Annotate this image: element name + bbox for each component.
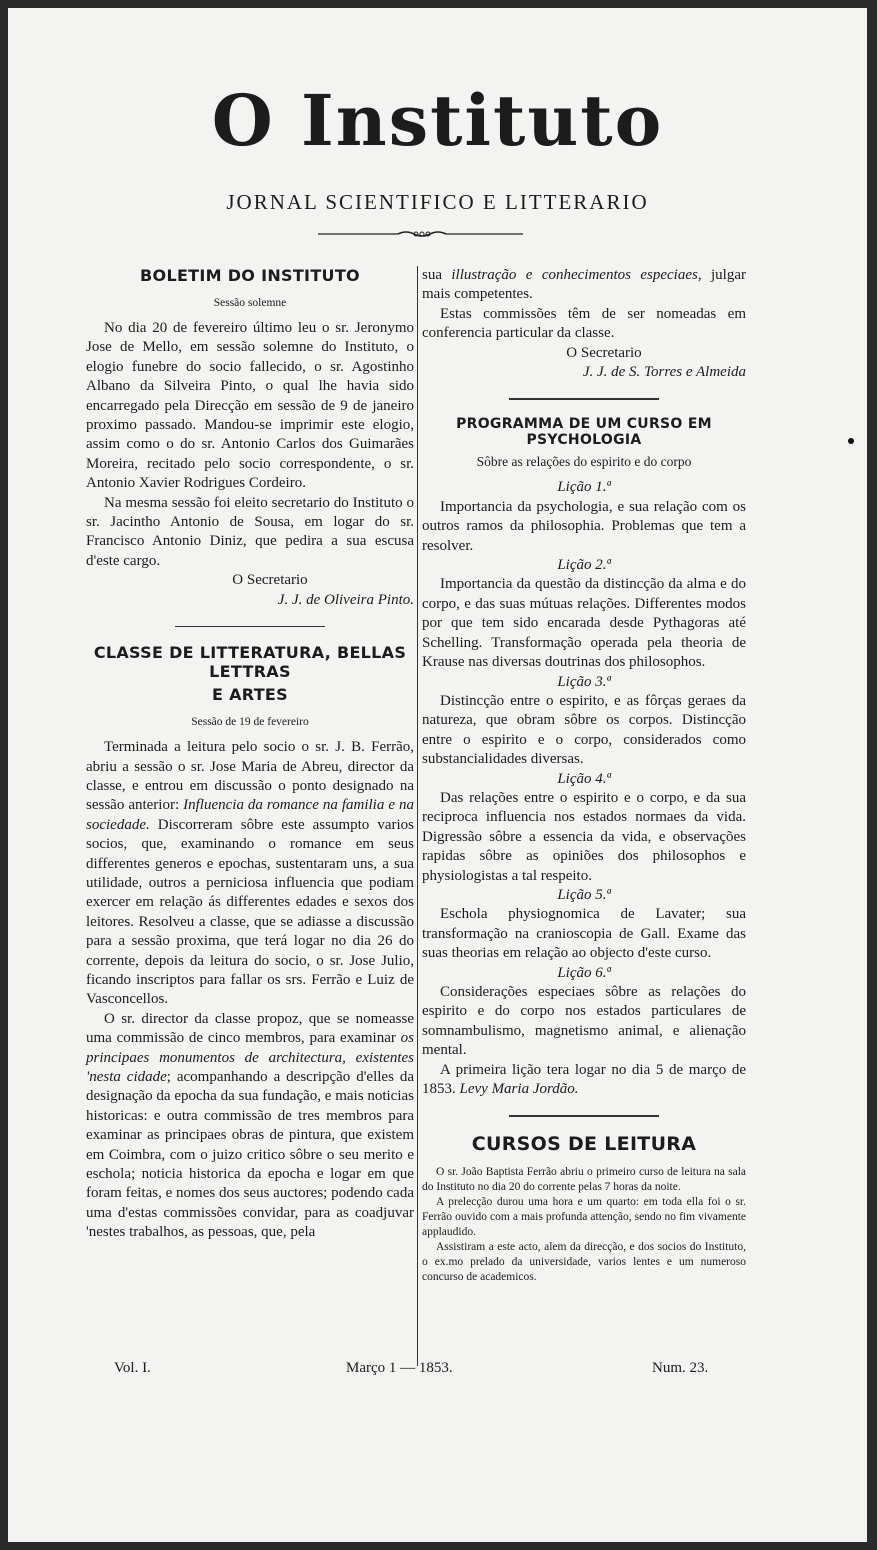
lesson-label: Lição 6.ª — [557, 964, 611, 981]
right-column — [422, 266, 746, 1285]
classe-session: Sessão de 19 de fevereiro — [191, 716, 309, 729]
programma-heading: PROGRAMMA DE UM CURSO EM PSYCHOLOGIA — [456, 416, 712, 449]
cursos-paragraph: Assistiram a este acto, alem da direcção, e dos socios do Instituto, o ex.mo prelado da universidade, varios lentes e um numeroso concurso de academicos. — [422, 1241, 746, 1284]
classe-heading-line1: CLASSE DE LITTERATURA, BELLAS LETTRAS — [93, 643, 407, 682]
classe-paragraph-1: Terminada a leitura pelo socio o sr. J. B. Ferrão, abriu a sessão o sr. Jose Maria de Abreu, director da classe, e entrou em discussão o ponto designado na sessão anterior: Influencia da romance na familia e na sociedade. Discorreram sôbre este assumpto varios socios, que, examinando o romance em seus differentes generos e epochas, sustentaram uns, a sua utilidade, outros a perniciosa influencia que podiam exercer em relação ás differentes edades e sexos dos leitores. Resolveu a classe, que se adiasse a discussão para a sessão proxima, que terá logar no dia 26 do corrente, depois da leitura do socio, o sr. Jose Julio, ficando inscriptos para fallar os srs. Ferrão e Luiz de Vasconcellos. — [86, 739, 414, 1008]
lesson-label: Lição 2.ª — [557, 557, 611, 574]
cursos-paragraph: O sr. João Baptista Ferrão abriu o primeiro curso de leitura na sala do Instituto no dia 20 do corrente pelas 7 horas da noite. — [422, 1166, 746, 1194]
left-column — [86, 266, 414, 1243]
classe-heading-line2: E ARTES — [212, 685, 288, 705]
lesson-text: Eschola physiognomica de Lavater; sua transformação na cranioscopia de Gall. Exame das suas theorias em relação ao objecto d'este curso. — [422, 906, 746, 962]
boletim-paragraph: No dia 20 de fevereiro último leu o sr. Jeronymo Jose de Mello, em sessão solemne do Instituto, o elogio funebre do socio fallecido, o sr. Agostinho Albano da Silveira Pinto, o qual lhe havia sido encarregado pela Direcção em sessão de 9 de janeiro proximo passado. Mandou-se imprimir este elogio, assim como o do sr. Antonio Carlos dos Guimarães Moreira, recitado pelo socio correspondente, o sr. Antonio Xavier Rodrigues Cordeiro. — [86, 320, 414, 492]
boletim-paragraph: Na mesma sessão foi eleito secretario do Instituto o sr. Jacintho Antonio de Sousa, em logar do sr. Francisco Antonio Diniz, que pedira a sua escusa d'este cargo. — [86, 494, 414, 569]
classe-commission-topic: os principaes monumentos de architectura, existentes 'nesta cidade — [86, 1030, 414, 1085]
lesson-label: Lição 5.ª — [557, 886, 611, 903]
boletim-heading: BOLETIM DO INSTITUTO — [140, 266, 360, 285]
newspaper-page — [8, 8, 867, 1542]
section-divider — [509, 398, 659, 400]
footer-date: Março 1 — 1853. — [346, 1360, 453, 1376]
cursos-body — [422, 1165, 746, 1285]
lesson-label: Lição 4.ª — [557, 770, 611, 787]
classe-paragraph-2: O sr. director da classe propoz, que se nomeasse uma commissão de cinco membros, para examinar os principaes monumentos de architectura, existentes 'nesta cidade; acompanhando a descripção d'elles da designação da epocha da sua fundação, e mais noticias historicas: e outra commissão de tres membros para examinar as principaes obras de pintura, que existem em Coimbra, com o juizo critico sôbre o seu merito e eschola; noticia historica da epocha e logar em que foram feitas, e nomes dos seus auctores; podendo cada uma d'estas commissões convidar, para as coadjuvar 'nestes trabalhos, as pessoas, que, pela — [86, 1010, 414, 1241]
boletim-sign-name: J. J. de Oliveira Pinto. — [277, 591, 414, 608]
classe-continuation: sua illustração e conhecimentos especiaes, julgar mais competentes. — [422, 267, 746, 303]
lesson-text: Importancia da questão da distincção da alma e do corpo, e das suas mútuas relações. Differentes modos por que tem sido encarada desde Pythagoras até Schelling. Transformação operada pela theoria de Krause nas diversas doutrinas dos philosophos. — [422, 576, 746, 671]
margin-mark — [848, 438, 854, 444]
lesson-text: Considerações especiaes sôbre as relações do espirito e do corpo nos estados particulares de somnambulismo, magnetismo animal, e alienação mental. — [422, 984, 746, 1059]
lesson-text: Distincção entre o espirito, e as fôrças geraes da natureza, que obram sôbre os corpos. Distincção entre o espirito e o corpo, considerados como substancialidades diversas. — [422, 692, 746, 768]
lesson-label: Lição 1.ª — [557, 479, 611, 496]
lesson-text: Das relações entre o espirito e o corpo, e da sua reciproca influencia nos estados normaes da vida. Digressão sôbre a essencia da vida, e observações rapidas sôbre as opiniões dos philosophos e physiologistas a tal respeito. — [422, 789, 746, 884]
cursos-heading: CURSOS DE LEITURA — [471, 1133, 697, 1156]
ornament-divider — [318, 228, 523, 240]
boletim-sign-title: O Secretario — [232, 572, 308, 589]
section-divider — [509, 1115, 659, 1117]
lesson-text: Importancia da psychologia, e sua relação com os outros ramos da philosophia. Problemas que tem a resolver. — [422, 498, 746, 554]
column-rule — [417, 266, 418, 1366]
programma-subtitle: Sôbre as relações do espirito e do corpo — [476, 454, 692, 470]
classe-paragraph-3: Estas commissões têm de ser nomeadas em conferencia particular da classe. — [422, 305, 746, 342]
classe-sign-title: O Secretario — [566, 344, 642, 361]
cursos-paragraph: A prelecção durou uma hora e um quarto: em toda ella foi o sr. Ferrão ouvido com a mais profunda attenção, sendo no fim vivamente applaudido. — [422, 1196, 746, 1239]
footer-volume: Vol. I. — [114, 1360, 151, 1376]
masthead-title: O Instituto — [211, 79, 664, 162]
footer-number: Num. 23. — [652, 1360, 709, 1376]
classe-sign-name: J. J. de S. Torres e Almeida — [582, 364, 746, 381]
programma-closing: A primeira lição tera logar no dia 5 de março de 1853. Levy Maria Jordão. — [422, 1061, 746, 1098]
lesson-label: Lição 3.ª — [557, 673, 611, 690]
programma-author: Levy Maria Jordão. — [459, 1081, 579, 1098]
boletim-session: Sessão solemne — [213, 297, 287, 309]
section-divider — [175, 626, 325, 627]
masthead-subtitle: JORNAL SCIENTIFICO E LITTERARIO — [226, 190, 649, 214]
classe-topic: Influencia da romance na familia e na sociedade. — [86, 797, 414, 833]
